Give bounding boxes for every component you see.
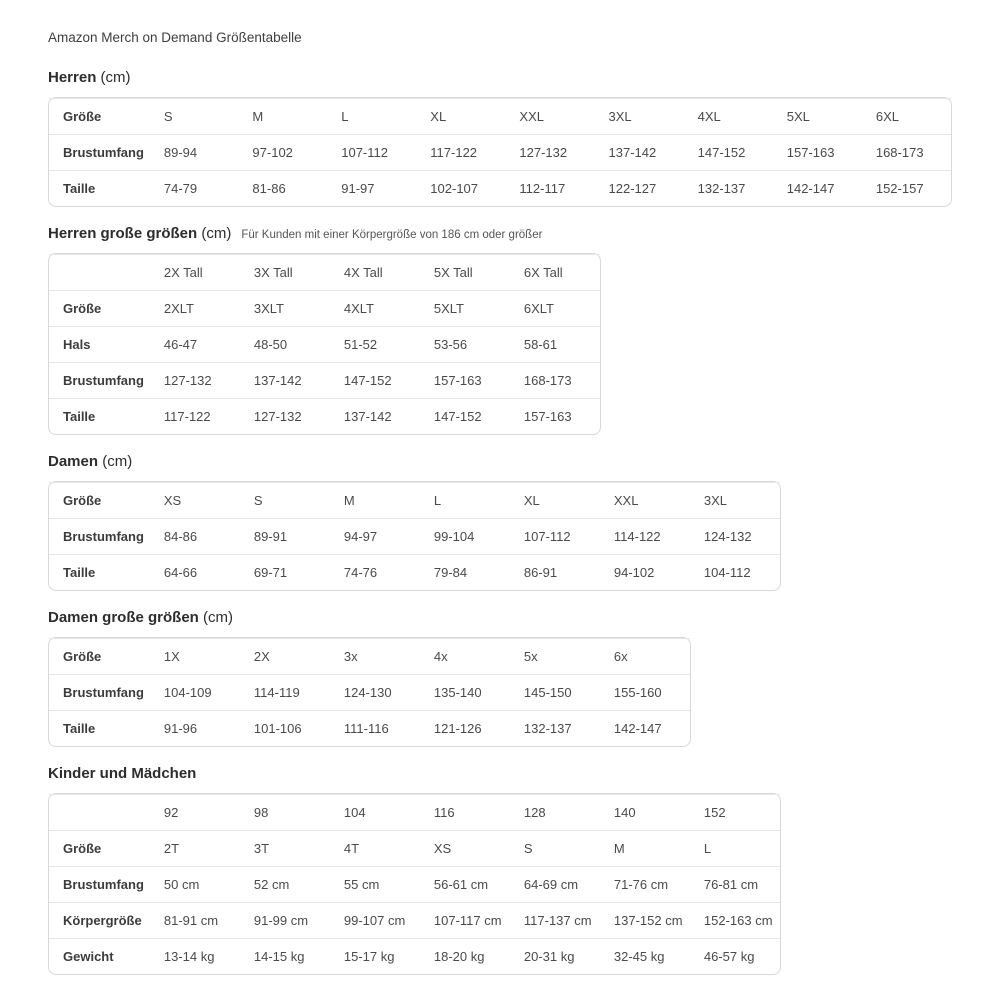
column-header: 128 (510, 794, 600, 830)
row-label: Gewicht (49, 938, 150, 974)
table-cell: 56-61 cm (420, 866, 510, 902)
section-heading-unit: (cm) (201, 225, 232, 242)
table-cell: 132-137 (684, 170, 773, 206)
column-header: L (327, 98, 416, 134)
table-cell: 89-91 (240, 518, 330, 554)
column-header: 4XL (684, 98, 773, 134)
column-header: 5X Tall (420, 254, 510, 290)
table-cell: S (510, 830, 600, 866)
corner-cell (49, 254, 150, 290)
table-cell: 127-132 (240, 398, 330, 434)
section-heading-text: Kinder und Mädchen (48, 765, 197, 782)
table-cell: 51-52 (330, 326, 420, 362)
table-cell: 107-112 (327, 134, 416, 170)
table-cell: 4T (330, 830, 420, 866)
table-cell: 97-102 (238, 134, 327, 170)
table-cell: 99-104 (420, 518, 510, 554)
table-cell: 102-107 (416, 170, 505, 206)
table-cell: 147-152 (420, 398, 510, 434)
column-header: M (238, 98, 327, 134)
corner-cell: Größe (49, 482, 150, 518)
table-header-row (49, 638, 690, 674)
section-heading-unit: (cm) (100, 69, 131, 86)
column-header: 4x (420, 638, 510, 674)
table-row (49, 398, 600, 434)
table-cell: 122-127 (595, 170, 684, 206)
section-heading-note: Für Kunden mit einer Körpergröße von 186 cm oder größer (241, 229, 543, 241)
column-header: 3XL (690, 482, 780, 518)
table-cell: 84-86 (150, 518, 240, 554)
table-cell: 89-94 (150, 134, 239, 170)
table-cell: XS (420, 830, 510, 866)
column-header: S (240, 482, 330, 518)
table-cell: L (690, 830, 780, 866)
table-row (49, 938, 780, 974)
section-heading-text: Herren (48, 69, 97, 86)
column-header: XS (150, 482, 240, 518)
table-row (49, 362, 600, 398)
table-row (49, 326, 600, 362)
table-cell: 124-132 (690, 518, 780, 554)
column-header: 6XL (862, 98, 951, 134)
table-cell: 107-112 (510, 518, 600, 554)
table-cell: 20-31 kg (510, 938, 600, 974)
row-label: Brustumfang (49, 134, 150, 170)
table-cell: 4XLT (330, 290, 420, 326)
table-cell: 137-152 cm (600, 902, 690, 938)
column-header: 98 (240, 794, 330, 830)
table-cell: 46-47 (150, 326, 240, 362)
row-label: Körpergröße (49, 902, 150, 938)
column-header: 3X Tall (240, 254, 330, 290)
column-header: 4X Tall (330, 254, 420, 290)
table-cell: 3XLT (240, 290, 330, 326)
table-cell: 2T (150, 830, 240, 866)
table-row (49, 518, 780, 554)
table-cell: 168-173 (862, 134, 951, 170)
section-damen (48, 453, 952, 591)
section-heading-damen-grosse (48, 609, 952, 626)
row-label: Brustumfang (49, 866, 150, 902)
column-header: 104 (330, 794, 420, 830)
row-label: Größe (49, 830, 150, 866)
table-container-damen-grosse (48, 637, 952, 747)
table-cell: 147-152 (684, 134, 773, 170)
section-kinder-und-maedchen (48, 765, 952, 975)
table-row (49, 674, 690, 710)
table-cell: 71-76 cm (600, 866, 690, 902)
table-cell: 6XLT (510, 290, 600, 326)
column-header: 152 (690, 794, 780, 830)
table-cell: 14-15 kg (240, 938, 330, 974)
table-cell: 104-112 (690, 554, 780, 590)
table-cell: 48-50 (240, 326, 330, 362)
section-heading-herren (48, 69, 952, 86)
column-header: 2X (240, 638, 330, 674)
column-header: 5XL (773, 98, 862, 134)
table-cell: 121-126 (420, 710, 510, 746)
table-row (49, 290, 600, 326)
table-cell: 52 cm (240, 866, 330, 902)
section-heading-text: Herren große größen (48, 225, 198, 242)
table-row (49, 830, 780, 866)
size-table (48, 637, 691, 747)
table-cell: 145-150 (510, 674, 600, 710)
column-header: 2X Tall (150, 254, 240, 290)
column-header: XL (416, 98, 505, 134)
table-cell: 157-163 (773, 134, 862, 170)
table-header-row (49, 482, 780, 518)
column-header: XXL (505, 98, 594, 134)
table-cell: 157-163 (420, 362, 510, 398)
column-header: L (420, 482, 510, 518)
section-heading-unit: (cm) (203, 609, 234, 626)
table-cell: 2XLT (150, 290, 240, 326)
table-cell: 114-122 (600, 518, 690, 554)
section-heading-kinder (48, 765, 952, 782)
table-cell: 135-140 (420, 674, 510, 710)
row-label: Brustumfang (49, 674, 150, 710)
table-cell: 152-157 (862, 170, 951, 206)
size-table (48, 793, 781, 975)
table-cell: 15-17 kg (330, 938, 420, 974)
table-cell: 111-116 (330, 710, 420, 746)
column-header: 6X Tall (510, 254, 600, 290)
table-cell: 64-69 cm (510, 866, 600, 902)
row-label: Hals (49, 326, 150, 362)
table-cell: 114-119 (240, 674, 330, 710)
column-header: XXL (600, 482, 690, 518)
table-cell: 155-160 (600, 674, 690, 710)
column-header: 92 (150, 794, 240, 830)
table-cell: 3T (240, 830, 330, 866)
table-cell: 58-61 (510, 326, 600, 362)
table-header-row (49, 794, 780, 830)
table-cell: 79-84 (420, 554, 510, 590)
column-header: S (150, 98, 239, 134)
table-container-herren-grosse (48, 253, 952, 435)
table-row (49, 134, 951, 170)
column-header: 116 (420, 794, 510, 830)
table-cell: 86-91 (510, 554, 600, 590)
section-heading-text: Damen große größen (48, 609, 199, 626)
table-cell: 152-163 cm (690, 902, 780, 938)
table-header-row (49, 254, 600, 290)
table-cell: 132-137 (510, 710, 600, 746)
page-title: Amazon Merch on Demand Größentabelle (48, 30, 302, 45)
row-label: Taille (49, 398, 150, 434)
section-herren (48, 69, 952, 207)
table-cell: 127-132 (150, 362, 240, 398)
table-cell: 76-81 cm (690, 866, 780, 902)
table-cell: 55 cm (330, 866, 420, 902)
table-header-row (49, 98, 951, 134)
table-cell: 107-117 cm (420, 902, 510, 938)
section-damen-grosse-groessen (48, 609, 952, 747)
table-cell: 81-86 (238, 170, 327, 206)
row-label: Brustumfang (49, 362, 150, 398)
table-cell: 157-163 (510, 398, 600, 434)
section-heading-unit: (cm) (102, 453, 133, 470)
row-label: Taille (49, 554, 150, 590)
table-cell: M (600, 830, 690, 866)
size-table (48, 253, 601, 435)
table-cell: 74-76 (330, 554, 420, 590)
table-cell: 168-173 (510, 362, 600, 398)
table-cell: 99-107 cm (330, 902, 420, 938)
column-header: 1X (150, 638, 240, 674)
table-cell: 112-117 (505, 170, 594, 206)
table-cell: 137-142 (240, 362, 330, 398)
table-cell: 91-97 (327, 170, 416, 206)
section-heading-damen (48, 453, 952, 470)
row-label: Taille (49, 710, 150, 746)
table-cell: 18-20 kg (420, 938, 510, 974)
column-header: 3x (330, 638, 420, 674)
table-cell: 5XLT (420, 290, 510, 326)
table-cell: 137-142 (595, 134, 684, 170)
column-header: M (330, 482, 420, 518)
table-cell: 117-122 (416, 134, 505, 170)
table-cell: 74-79 (150, 170, 239, 206)
table-cell: 13-14 kg (150, 938, 240, 974)
table-cell: 32-45 kg (600, 938, 690, 974)
corner-cell (49, 794, 150, 830)
table-container-kinder (48, 793, 952, 975)
table-cell: 117-137 cm (510, 902, 600, 938)
table-container-herren (48, 97, 952, 207)
row-label: Brustumfang (49, 518, 150, 554)
table-row (49, 170, 951, 206)
table-cell: 94-102 (600, 554, 690, 590)
table-container-damen (48, 481, 952, 591)
corner-cell: Größe (49, 638, 150, 674)
table-cell: 127-132 (505, 134, 594, 170)
section-herren-grosse-groessen (48, 225, 952, 435)
table-cell: 137-142 (330, 398, 420, 434)
column-header: 5x (510, 638, 600, 674)
table-cell: 101-106 (240, 710, 330, 746)
table-cell: 142-147 (600, 710, 690, 746)
table-row (49, 554, 780, 590)
section-heading-herren-grosse (48, 225, 952, 242)
table-row (49, 902, 780, 938)
table-cell: 91-96 (150, 710, 240, 746)
table-cell: 104-109 (150, 674, 240, 710)
table-cell: 94-97 (330, 518, 420, 554)
table-cell: 50 cm (150, 866, 240, 902)
column-header: 140 (600, 794, 690, 830)
table-row (49, 710, 690, 746)
table-cell: 69-71 (240, 554, 330, 590)
size-table (48, 97, 952, 207)
table-cell: 117-122 (150, 398, 240, 434)
section-heading-text: Damen (48, 453, 99, 470)
column-header: 3XL (595, 98, 684, 134)
column-header: 6x (600, 638, 690, 674)
row-label: Größe (49, 290, 150, 326)
column-header: XL (510, 482, 600, 518)
row-label: Taille (49, 170, 150, 206)
size-table (48, 481, 781, 591)
table-row (49, 866, 780, 902)
table-cell: 53-56 (420, 326, 510, 362)
table-cell: 142-147 (773, 170, 862, 206)
table-cell: 81-91 cm (150, 902, 240, 938)
table-cell: 124-130 (330, 674, 420, 710)
table-cell: 46-57 kg (690, 938, 780, 974)
table-cell: 147-152 (330, 362, 420, 398)
table-cell: 91-99 cm (240, 902, 330, 938)
corner-cell: Größe (49, 98, 150, 134)
table-cell: 64-66 (150, 554, 240, 590)
